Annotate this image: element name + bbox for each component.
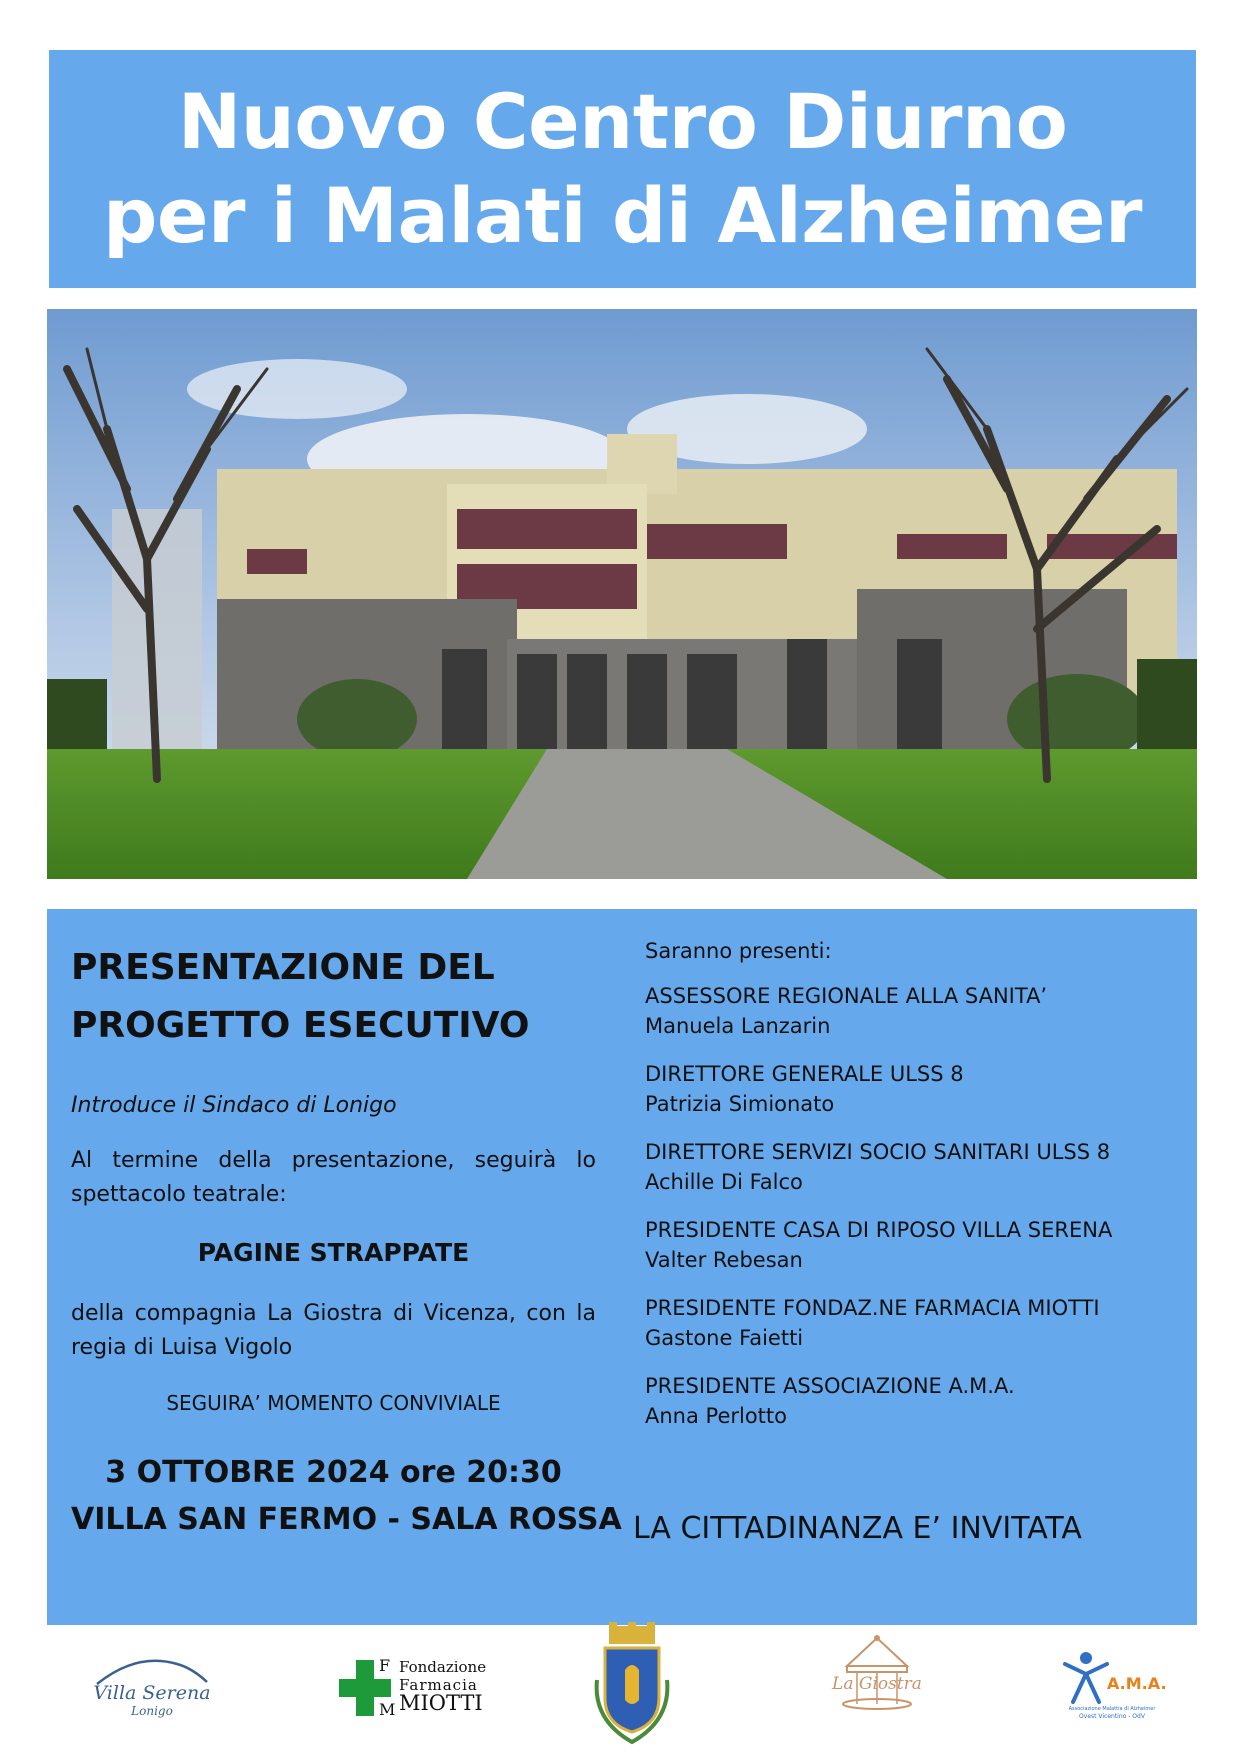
company-line-2: regia di Luisa Vigolo (71, 1335, 293, 1360)
guest-name: Anna Perlotto (645, 1404, 787, 1428)
la-giostra-name: La Giostra (832, 1674, 922, 1694)
paragraph-line-1: Al termine della presentazione, seguirà lo (71, 1148, 596, 1173)
villa-serena-name: Villa Serena (93, 1682, 211, 1704)
guest-role: PRESIDENTE CASA DI RIPOSO VILLA SERENA (645, 1218, 1113, 1242)
guest-role: ASSESSORE REGIONALE ALLA SANITA’ (645, 984, 1048, 1008)
miotti-line2: Farmacia (399, 1676, 478, 1694)
guests-heading: Saranno presenti: (645, 939, 832, 963)
title-line-1: Nuovo Centro Diurno (177, 77, 1068, 166)
intro-text: Introduce il Sindaco di Lonigo (71, 1093, 397, 1118)
guest-name: Valter Rebesan (645, 1248, 803, 1272)
event-date: 3 OTTOBRE 2024 ore 20:30 (105, 1455, 562, 1490)
miotti-letter-f: F (379, 1656, 391, 1675)
coat-of-arms-icon (587, 1620, 677, 1750)
guest-item (645, 981, 1185, 1041)
sponsor-logos (47, 1620, 1197, 1754)
company-text (71, 1297, 596, 1365)
conviviale-text: SEGUIRA’ MOMENTO CONVIVIALE (166, 1391, 501, 1415)
paragraph (71, 1144, 596, 1178)
invitation-text: LA CITTADINANZA E’ INVITATA (633, 1511, 1082, 1546)
miotti-letter-m: M (379, 1700, 396, 1719)
guest-item (645, 1059, 1185, 1119)
paragraph-line-2: spettacolo teatrale: (71, 1182, 287, 1207)
title-banner (49, 50, 1196, 288)
show-title: PAGINE STRAPPATE (197, 1238, 470, 1267)
presentation-title-2: PROGETTO ESECUTIVO (71, 1005, 530, 1046)
presentation-column (71, 939, 622, 1537)
guests-column (645, 939, 1185, 1449)
villa-serena-sub: Lonigo (131, 1704, 173, 1718)
carousel-icon (827, 1632, 927, 1712)
guest-name: Patrizia Simionato (645, 1092, 835, 1116)
guest-item (645, 1137, 1185, 1197)
guest-item (645, 1371, 1185, 1431)
villa-serena-logo (77, 1648, 227, 1738)
miotti-line3: MIOTTI (399, 1691, 483, 1715)
ama-figure-icon (1061, 1650, 1111, 1706)
miotti-logo (337, 1658, 497, 1722)
presentation-title-1: PRESENTAZIONE DEL (71, 947, 495, 988)
ama-line1: Associazione Malattia di Alzheimer (1068, 1706, 1156, 1712)
title-line-2: per i Malati di Alzheimer (103, 171, 1142, 260)
company-line-1: della compagnia La Giostra di Vicenza, con la (71, 1301, 596, 1326)
building-photo (47, 309, 1197, 879)
guest-item (645, 1215, 1185, 1275)
la-giostra-logo (817, 1632, 937, 1742)
guest-name: Gastone Faietti (645, 1326, 804, 1350)
miotti-text (399, 1658, 487, 1715)
event-place: VILLA SAN FERMO - SALA ROSSA (71, 1502, 622, 1537)
info-panel (47, 909, 1197, 1625)
guest-role: PRESIDENTE ASSOCIAZIONE A.M.A. (645, 1374, 1015, 1398)
ama-logo (1057, 1650, 1167, 1730)
ama-name: A.M.A. (1107, 1674, 1167, 1693)
guest-role: PRESIDENTE FONDAZ.NE FARMACIA MIOTTI (645, 1296, 1100, 1320)
guest-item (645, 1293, 1185, 1353)
guest-role: DIRETTORE SERVIZI SOCIO SANITARI ULSS 8 (645, 1140, 1111, 1164)
miotti-line1: Fondazione (399, 1658, 487, 1676)
guest-name: Achille Di Falco (645, 1170, 803, 1194)
lonigo-coat-of-arms (587, 1620, 677, 1750)
ama-line2: Ovest Vicentino - OdV (1079, 1713, 1145, 1720)
guest-role: DIRETTORE GENERALE ULSS 8 (645, 1062, 964, 1086)
guest-name: Manuela Lanzarin (645, 1014, 831, 1038)
